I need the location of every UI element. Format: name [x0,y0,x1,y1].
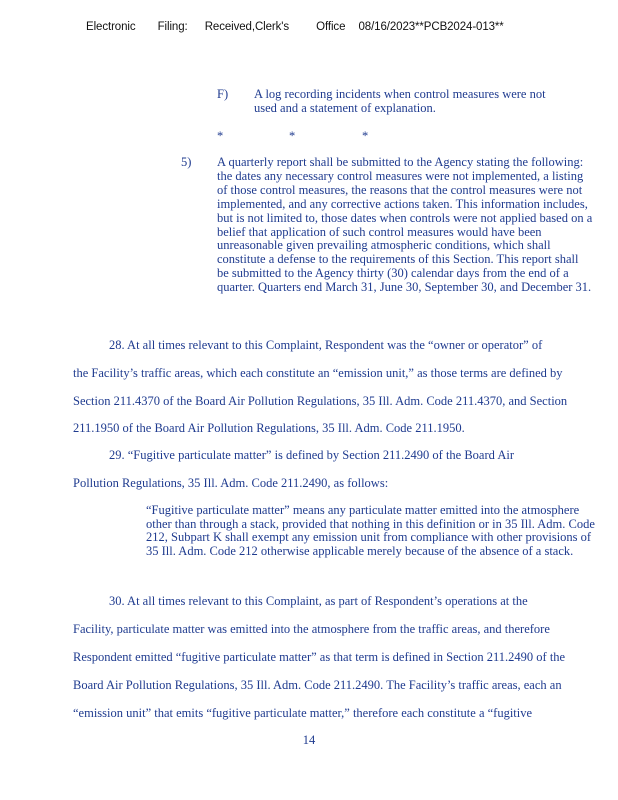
list-item-text: A log recording incidents when control measures were not used and a statement of explanation. [254,87,546,115]
block-quote: “Fugitive particulate matter” means any particulate matter emitted into the atmosphere other than through a stack, provided that nothing in this definition or in 35 Ill. Adm. Code 212, Subpart K shall exempt any emission unit from compliance with other provisions of 35 Ill. Adm. Code 212 otherwise applicable merely because of the absence of a stack. [146,503,595,558]
star-2: * [289,129,296,143]
paragraph-line: “emission unit” that emits “fugitive particulate matter,” therefore each constitute a “fugitive [73,706,533,720]
paragraph-line: Section 211.4370 of the Board Air Pollution Regulations, 35 Ill. Adm. Code 211.4370, and Section [73,394,568,408]
paragraph-line: 30. At all times relevant to this Complaint, as part of Respondent’s operations at the [109,594,528,608]
list-item-text: A quarterly report shall be submitted to the Agency stating the following: the dates any necessary control measures were not implemented, a listing of those control measures, the reasons that the control measures were not implemented, and any corrective actions taken. This information includes, but is not limited to, those dates when controls were not applied based on a belief that application of such control measures would have been unreasonable given prevailing atmospheric conditions, which shall constitute a defense to the requirements of this Section. This report shall be submitted to the Agency thirty (30) calendar days from the end of a quarter. Quarters end March 31, June 30, September 30, and December 31. [217,155,593,295]
paragraph-line: Board Air Pollution Regulations, 35 Ill. Adm. Code 211.2490. The Facility’s traffic areas, each an [73,678,562,692]
paragraph-line: 211.1950 of the Board Air Pollution Regulations, 35 Ill. Adm. Code 211.1950. [73,421,465,435]
list-item-label: F) [217,87,229,101]
list-item-label: 5) [181,155,192,169]
star-3: * [362,129,369,143]
paragraph-line: Pollution Regulations, 35 Ill. Adm. Code 211.2490, as follows: [73,476,389,490]
header-received: Received,Clerk's [204,21,290,33]
filing-header [86,21,504,33]
paragraph-line: the Facility’s traffic areas, which each constitute an “emission unit,” as those terms are defined by [73,366,563,380]
star-1: * [217,129,224,143]
paragraph-line: Respondent emitted “fugitive particulate matter” as that term is defined in Section 211.2490 of the [73,650,566,664]
header-office: Office [316,21,346,33]
page-number: 14 [302,733,316,747]
paragraph-line: Facility, particulate matter was emitted into the atmosphere from the traffic areas, and therefore [73,622,550,636]
header-electronic: Electronic [86,21,136,33]
header-filing: Filing: [157,21,188,33]
paragraph-line: 29. “Fugitive particulate matter” is defined by Section 211.2490 of the Board Air [109,448,514,462]
paragraph-line: 28. At all times relevant to this Complaint, Respondent was the “owner or operator” of [109,338,543,352]
header-date-case: 08/16/2023**PCB2024-013** [358,21,504,33]
